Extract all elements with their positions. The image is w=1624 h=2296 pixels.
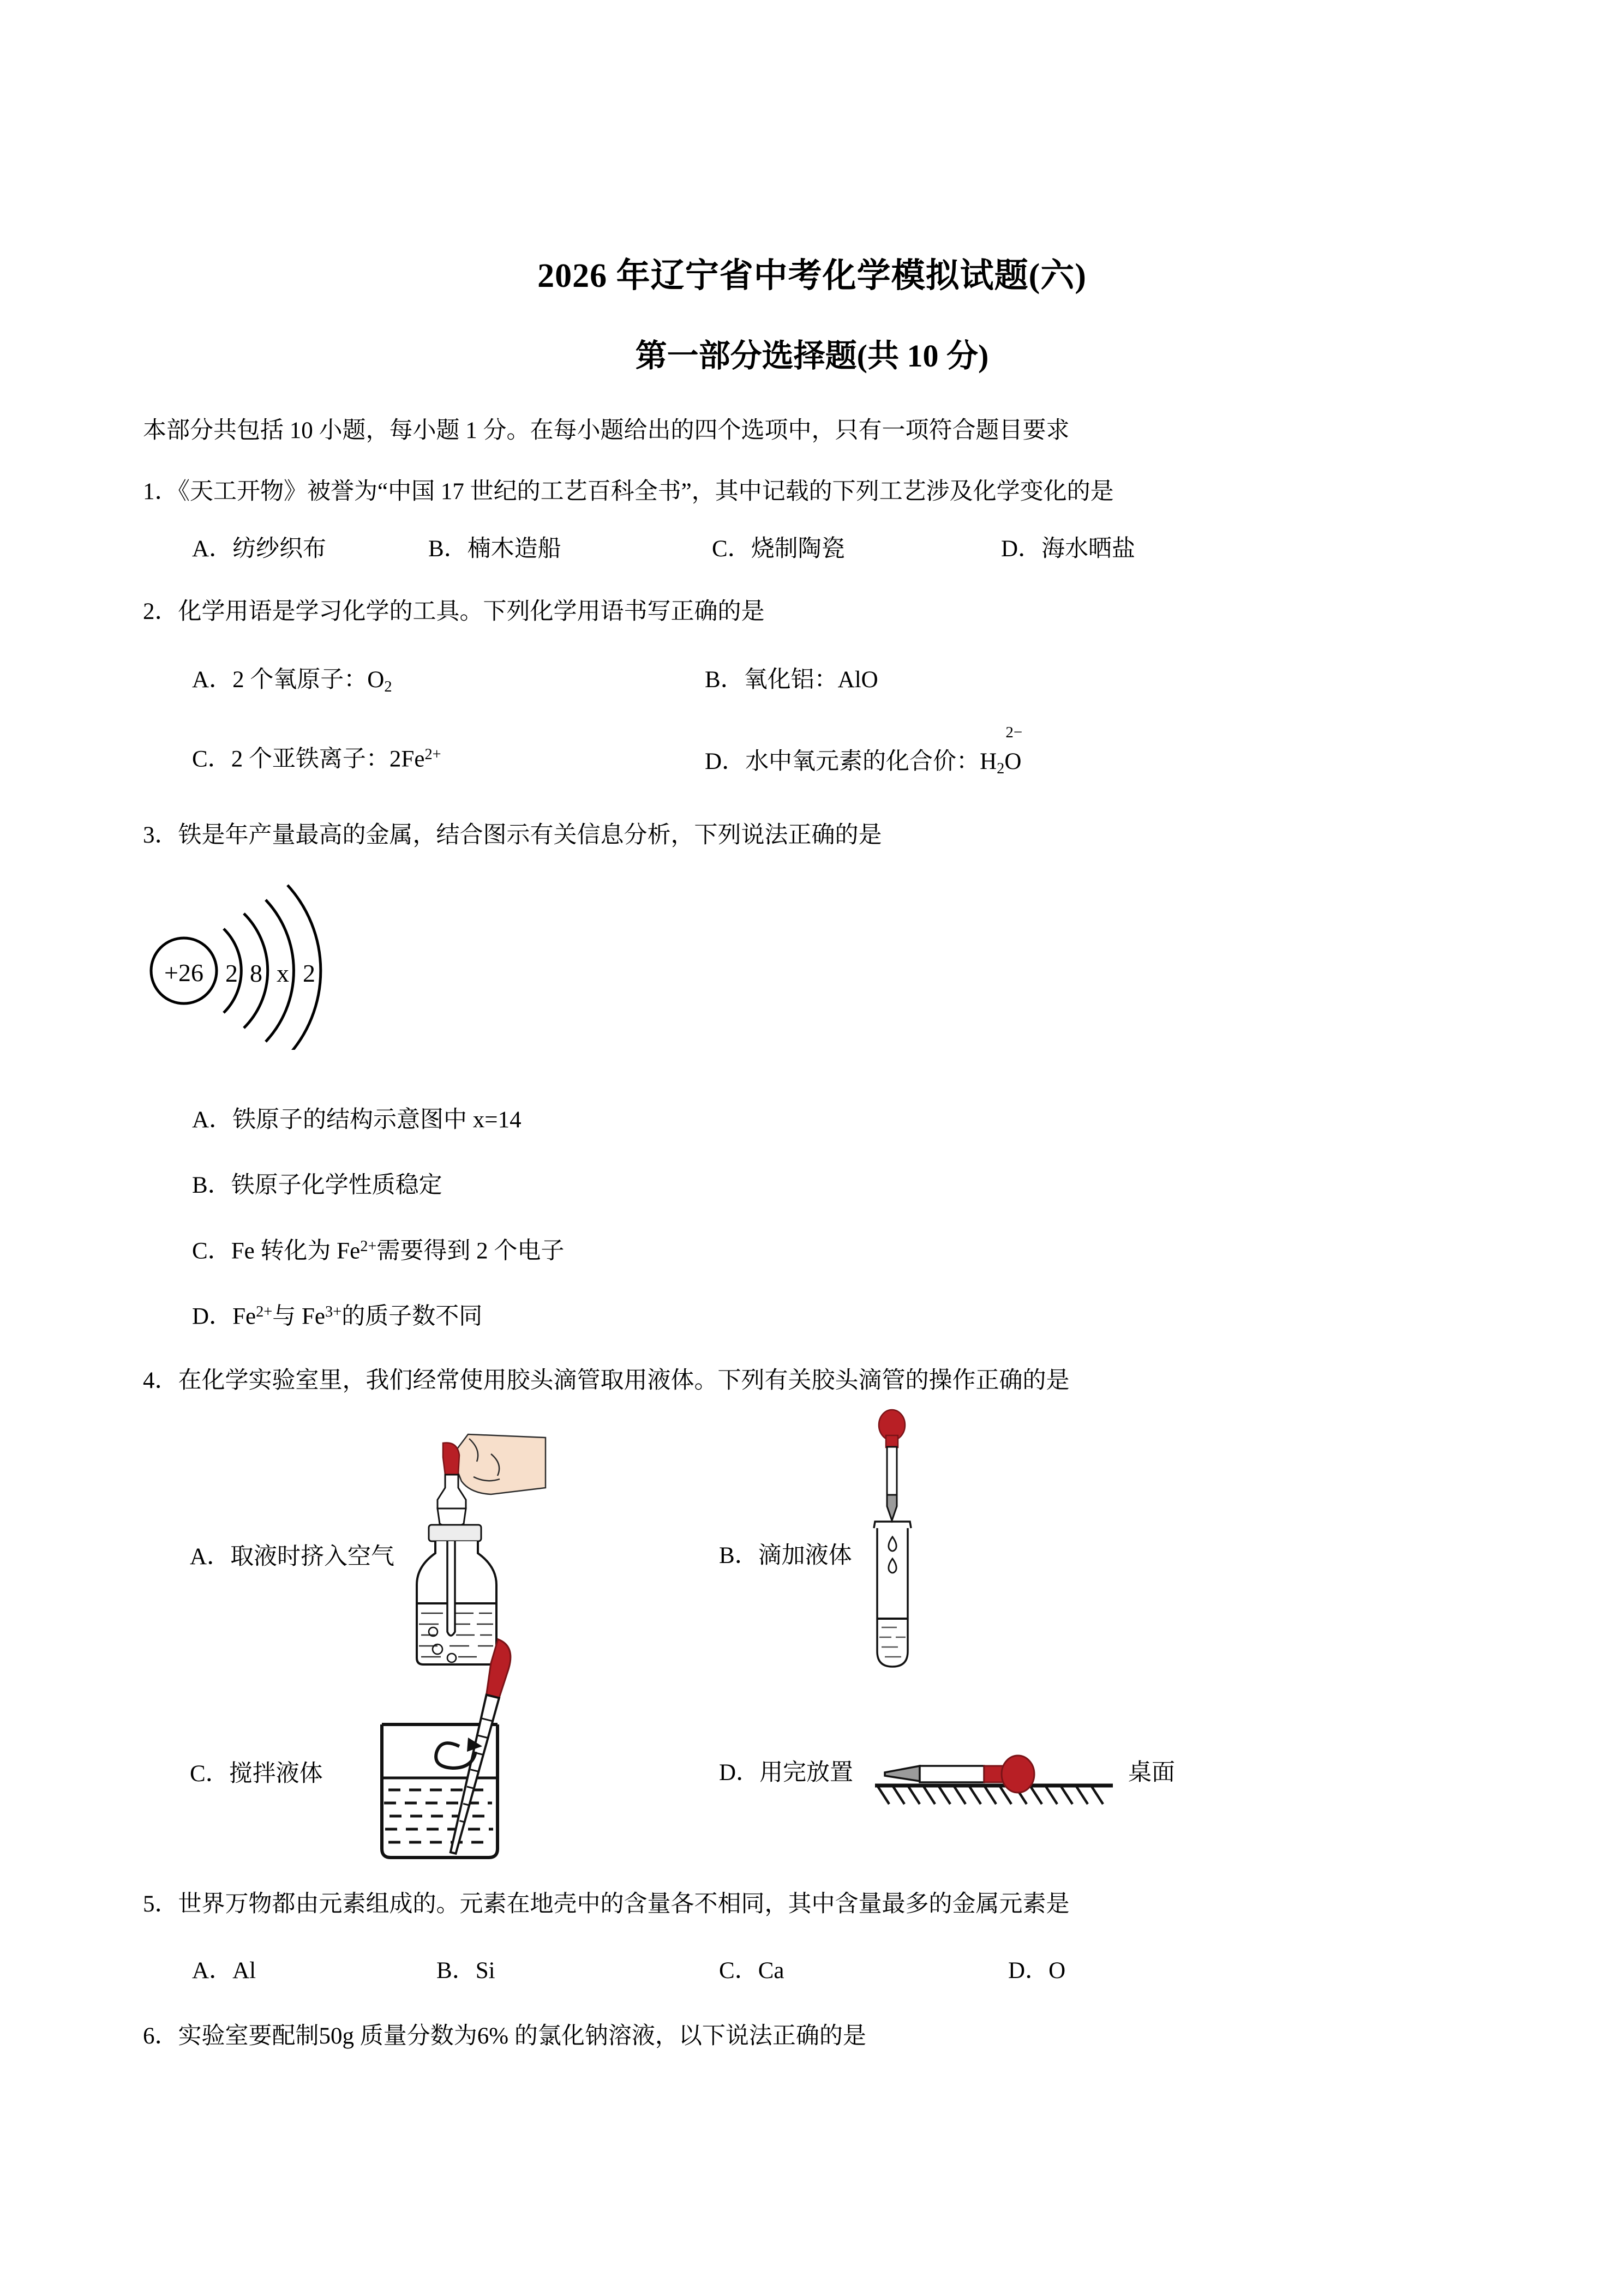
section-title: 第一部分选择题(共 10 分) bbox=[635, 338, 989, 374]
q2-option-a-label: A． bbox=[192, 667, 233, 693]
q2-option-d-text: 水中氧元素的化合价： bbox=[745, 749, 980, 774]
q4-option-d-figure bbox=[709, 1723, 1255, 1843]
nucleus-charge-label: +26 bbox=[164, 959, 203, 987]
q3-option-c-seg1: Fe 转化为 Fe bbox=[231, 1238, 361, 1264]
pipette-shaft bbox=[447, 1541, 455, 1636]
q2-option-d bbox=[705, 724, 1023, 777]
formula-h-subscript: 2 bbox=[997, 760, 1005, 777]
q1-option-c bbox=[712, 537, 845, 561]
q4-option-b-caption: 滴加液体 bbox=[758, 1543, 852, 1568]
q5-option-d-label: D． bbox=[1008, 1958, 1049, 1984]
q2-option-a-text: 2 个氧原子：O bbox=[232, 667, 385, 693]
shell-electron-count-2: 8 bbox=[250, 959, 262, 987]
q1-option-b bbox=[428, 537, 561, 561]
q1-option-d-text: 海水晒盐 bbox=[1041, 536, 1136, 562]
dropper-tip bbox=[887, 1495, 897, 1520]
formula-h: H bbox=[980, 749, 997, 774]
q4-option-b-text bbox=[719, 1537, 852, 1570]
q1-option-c-text: 烧制陶瓷 bbox=[751, 536, 845, 562]
q2-option-a bbox=[192, 668, 392, 695]
formula-valence: 2− bbox=[1005, 724, 1023, 741]
q4-option-a-text bbox=[190, 1538, 394, 1571]
question-6-stem: 6．实验室要配制50g 质量分数为6% 的氯化钠溶液，以下说法正确的是 bbox=[143, 2023, 866, 2049]
question-2-stem: 2．化学用语是学习化学的工具。下列化学用语书写正确的是 bbox=[143, 599, 765, 624]
q4-option-b-label: B． bbox=[719, 1543, 758, 1568]
q2-option-b bbox=[705, 668, 878, 692]
question-3-stem: 3．铁是年产量最高的金属，结合图示有关信息分析，下列说法正确的是 bbox=[143, 822, 882, 848]
q5-option-a-text: Al bbox=[232, 1958, 256, 1984]
page-title: 2026 年辽宁省中考化学模拟试题(六) bbox=[537, 257, 1087, 294]
dropper-over-test-tube-drawing bbox=[858, 1407, 961, 1723]
q4-option-a-figure bbox=[180, 1418, 540, 1723]
q5-option-c-text: Ca bbox=[758, 1958, 784, 1984]
q3-option-b bbox=[192, 1174, 442, 1197]
q3-option-d-seg2: 与 Fe bbox=[272, 1303, 326, 1330]
q3-option-d-superscript-1: 2+ bbox=[256, 1303, 273, 1320]
question-4-stem: 4．在化学实验室里，我们经常使用胶头滴管取用液体。下列有关胶头滴管的操作正确的是 bbox=[143, 1368, 1070, 1393]
shell-electron-count-4: 2 bbox=[303, 959, 315, 987]
q1-option-a bbox=[192, 537, 326, 561]
q3-option-c-superscript: 2+ bbox=[360, 1238, 377, 1255]
q2-option-b-text: 氧化铝：AlO bbox=[744, 667, 878, 693]
q3-option-d-label: D． bbox=[192, 1303, 233, 1330]
dropper-shaft bbox=[920, 1766, 984, 1782]
q3-option-d-seg3: 的质子数不同 bbox=[341, 1303, 483, 1330]
dropper-bulb bbox=[443, 1442, 459, 1475]
q1-option-a-text: 纺纱织布 bbox=[232, 536, 327, 562]
q3-option-c-seg2: 需要得到 2 个电子 bbox=[376, 1238, 565, 1264]
q3-option-b-text: 铁原子化学性质稳定 bbox=[231, 1173, 442, 1198]
q1-option-b-label: B． bbox=[428, 536, 468, 562]
q4-option-c-label: C． bbox=[190, 1761, 229, 1787]
q4-option-d-caption: 用完放置 bbox=[759, 1760, 854, 1786]
q5-option-c bbox=[719, 1959, 784, 1982]
q4-option-c-text bbox=[190, 1755, 323, 1788]
q1-option-b-text: 楠木造船 bbox=[467, 536, 561, 562]
q1-option-c-label: C． bbox=[712, 536, 751, 562]
q3-option-a bbox=[192, 1108, 522, 1132]
q4-option-b-figure bbox=[709, 1407, 1091, 1723]
question-5-stem: 5．世界万物都由元素组成的。元素在地壳中的含量各不相同，其中含量最多的金属元素是 bbox=[143, 1891, 1070, 1917]
q2-option-c bbox=[192, 747, 441, 771]
q2-option-d-formula bbox=[980, 724, 1023, 777]
test-tube bbox=[877, 1528, 908, 1667]
q3-option-a-label: A． bbox=[192, 1107, 233, 1133]
q3-option-c-label: C． bbox=[192, 1238, 231, 1264]
dropper-tip bbox=[885, 1766, 920, 1781]
instructions: 本部分共包括 10 小题，每小题 1 分。在每小题给出的四个选项中，只有一项符合题目要求 bbox=[143, 418, 1070, 443]
shell-electron-count-3: x bbox=[277, 959, 289, 987]
q5-option-b-label: B． bbox=[436, 1958, 476, 1984]
formula-o: O bbox=[1004, 749, 1022, 774]
q5-option-a bbox=[192, 1959, 256, 1982]
q3-option-a-text: 铁原子的结构示意图中 x=14 bbox=[232, 1107, 522, 1133]
dropper-in-reagent-bottle-drawing bbox=[409, 1418, 546, 1723]
q1-option-d bbox=[1001, 537, 1135, 561]
shell-electron-count-1: 2 bbox=[225, 959, 238, 987]
q3-option-c bbox=[192, 1239, 564, 1263]
atom-diagram-labels bbox=[139, 870, 390, 1050]
test-tube-rim bbox=[874, 1522, 911, 1528]
q2-option-c-label: C． bbox=[192, 746, 231, 772]
dropper-on-table-drawing bbox=[873, 1734, 1129, 1827]
dropper-bulb bbox=[1002, 1756, 1034, 1793]
dropper-bulb-collar bbox=[886, 1435, 898, 1447]
q1-option-d-label: D． bbox=[1001, 536, 1042, 562]
q5-option-d-text: O bbox=[1048, 1958, 1066, 1984]
q5-option-c-label: C． bbox=[719, 1958, 758, 1984]
q5-option-a-label: A． bbox=[192, 1958, 233, 1984]
q4-option-d-text bbox=[719, 1754, 853, 1787]
q2-option-c-text: 2 个亚铁离子：2Fe bbox=[231, 746, 425, 772]
q4-option-d-label: D． bbox=[719, 1760, 760, 1786]
iron-atom-structure-diagram bbox=[139, 870, 390, 1050]
q3-option-b-label: B． bbox=[192, 1173, 231, 1198]
q4-option-c-figure bbox=[180, 1685, 562, 1958]
q5-option-b bbox=[436, 1959, 495, 1982]
q5-option-b-text: Si bbox=[475, 1958, 495, 1984]
q3-option-d bbox=[192, 1305, 482, 1329]
q1-option-a-label: A． bbox=[192, 536, 233, 562]
q4-option-d-table-label: 桌面 bbox=[1128, 1760, 1175, 1786]
q2-option-a-subscript: 2 bbox=[384, 678, 392, 695]
dropper-shaft bbox=[887, 1447, 897, 1495]
q2-option-c-superscript: 2+ bbox=[424, 746, 441, 763]
q2-option-b-label: B． bbox=[705, 667, 744, 693]
q4-option-a-label: A． bbox=[190, 1544, 231, 1570]
question-1-stem: 1．《天工开物》被誉为“中国 17 世纪的工艺百科全书”，其中记载的下列工艺涉及化学变化的是 bbox=[143, 479, 1114, 504]
table-hatching bbox=[877, 1786, 1103, 1804]
q4-option-a-caption: 取液时挤入空气 bbox=[230, 1544, 395, 1570]
q5-option-d bbox=[1008, 1959, 1065, 1982]
q4-option-c-caption: 搅拌液体 bbox=[229, 1761, 323, 1787]
bottle-stopper bbox=[429, 1525, 481, 1541]
q3-option-d-seg1: Fe bbox=[232, 1303, 256, 1330]
q3-option-d-superscript-2: 3+ bbox=[325, 1303, 342, 1320]
q2-option-d-label: D． bbox=[705, 749, 746, 774]
